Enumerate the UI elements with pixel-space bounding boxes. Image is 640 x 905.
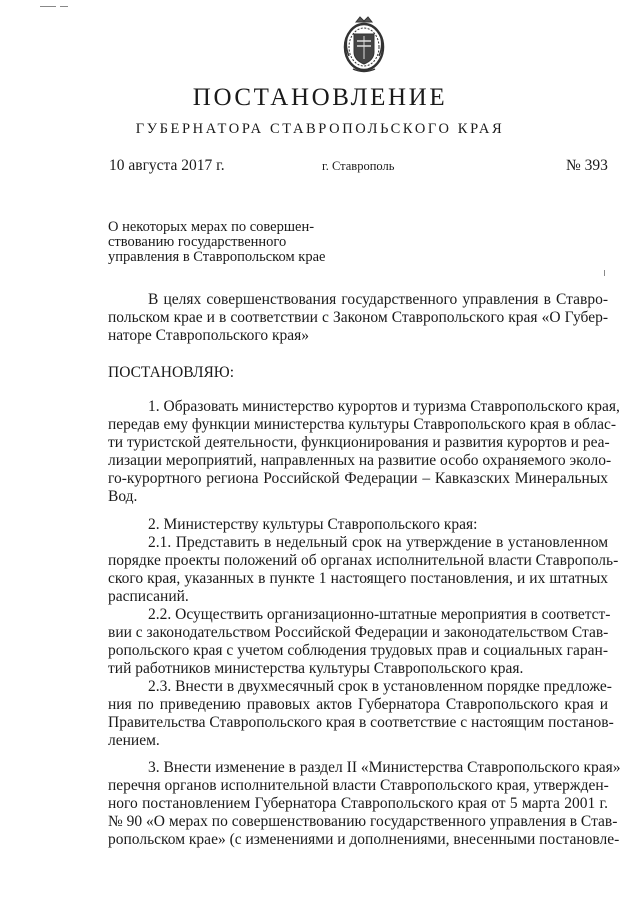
coat-of-arms-icon (341, 14, 387, 76)
decree-word: ПОСТАНОВЛЯЮ: (108, 364, 235, 381)
document-subject (108, 220, 348, 265)
subject-line: ствованию государственного (108, 234, 287, 250)
paragraph-line: го-курортного региона Российской Федерации – Кавказских Минеральных (108, 470, 608, 487)
scan-mark (604, 270, 605, 276)
paragraph-line: наторе Ставропольского края» (108, 327, 310, 344)
paragraph-line: расписаний. (108, 588, 189, 605)
paragraph-line: ропольского края с учетом соблюдения трудовых прав и социальных гаран- (108, 642, 608, 659)
paragraph-line: 2.2. Осуществить организационно-штатные мероприятия в соответст- (148, 606, 611, 623)
paragraph-line: польском крае и в соответствии с Законом Ставропольского края «О Губер- (108, 309, 608, 326)
paragraph-line: ния по приведению правовых актов Губернатора Ставропольского края и (108, 696, 608, 713)
point-3-paragraph (108, 759, 621, 849)
document-city: г. Ставрополь (322, 159, 395, 173)
paragraph-line: ропольском крае» (с изменениями и дополнениями, внесенными постановле- (108, 831, 620, 848)
paragraph-line: перечня органов исполнительной власти Ставропольского края, утвержден- (108, 777, 609, 794)
paragraph-line: порядке проекты положений об органах исполнительной власти Ставрополь- (108, 552, 619, 569)
paragraph-line: В целях совершенствования государственного управления в Ставро- (148, 291, 608, 308)
point-1-paragraph (108, 398, 620, 506)
subject-line: управления в Ставропольском крае (108, 249, 326, 265)
point-2-paragraph (108, 516, 619, 750)
paragraph-line: № 90 «О мерах по совершенствованию государственного управления в Став- (108, 813, 618, 830)
paragraph-line: Вод. (108, 488, 138, 505)
paragraph-line: 2.1. Представить в недельный срок на утверждение в установленном (148, 534, 608, 551)
subject-line: О некоторых мерах по совершен- (108, 219, 315, 235)
scan-mark (60, 6, 68, 7)
document-title: ПОСТАНОВЛЕНИЕ (192, 84, 448, 111)
paragraph-line: ти туристской деятельности, функционирования и развития курортов и реа- (108, 434, 610, 451)
paragraph-line: лением. (108, 732, 160, 749)
paragraph-line: 2.3. Внести в двухмесячный срок в установленном порядке предложе- (148, 678, 612, 695)
paragraph-line: ного постановлением Губернатора Ставропольского края от 5 марта 2001 г. (108, 795, 608, 812)
scan-mark (40, 6, 56, 7)
paragraph-line: вии с законодательством Российской Федерации и законодательством Став- (108, 624, 609, 641)
paragraph-line: ского края, указанных в пункте 1 настоящего постановления, и их штатных (108, 570, 608, 587)
document-number: № 393 (566, 157, 608, 174)
document-date: 10 августа 2017 г. (109, 157, 225, 174)
paragraph-line: передав ему функции министерства культуры Ставропольского края в облас- (108, 416, 616, 433)
document-subtitle: ГУБЕРНАТОРА СТАВРОПОЛЬСКОГО КРАЯ (135, 121, 505, 137)
paragraph-line: тий работников министерства культуры Ставропольского края. (108, 660, 524, 677)
paragraph-line: лизации мероприятий, направленных на развитие особо охраняемого эколо- (108, 452, 612, 469)
paragraph-line: 3. Внести изменение в раздел II «Министерства Ставропольского края» (148, 759, 621, 776)
paragraph-line: Правительства Ставропольского края в соответствие с настоящим постанов- (108, 714, 614, 731)
paragraph-line: 1. Образовать министерство курортов и туризма Ставропольского края, (148, 398, 620, 415)
paragraph-line: 2. Министерству культуры Ставропольского края: (148, 516, 478, 533)
preamble-paragraph (108, 291, 608, 345)
